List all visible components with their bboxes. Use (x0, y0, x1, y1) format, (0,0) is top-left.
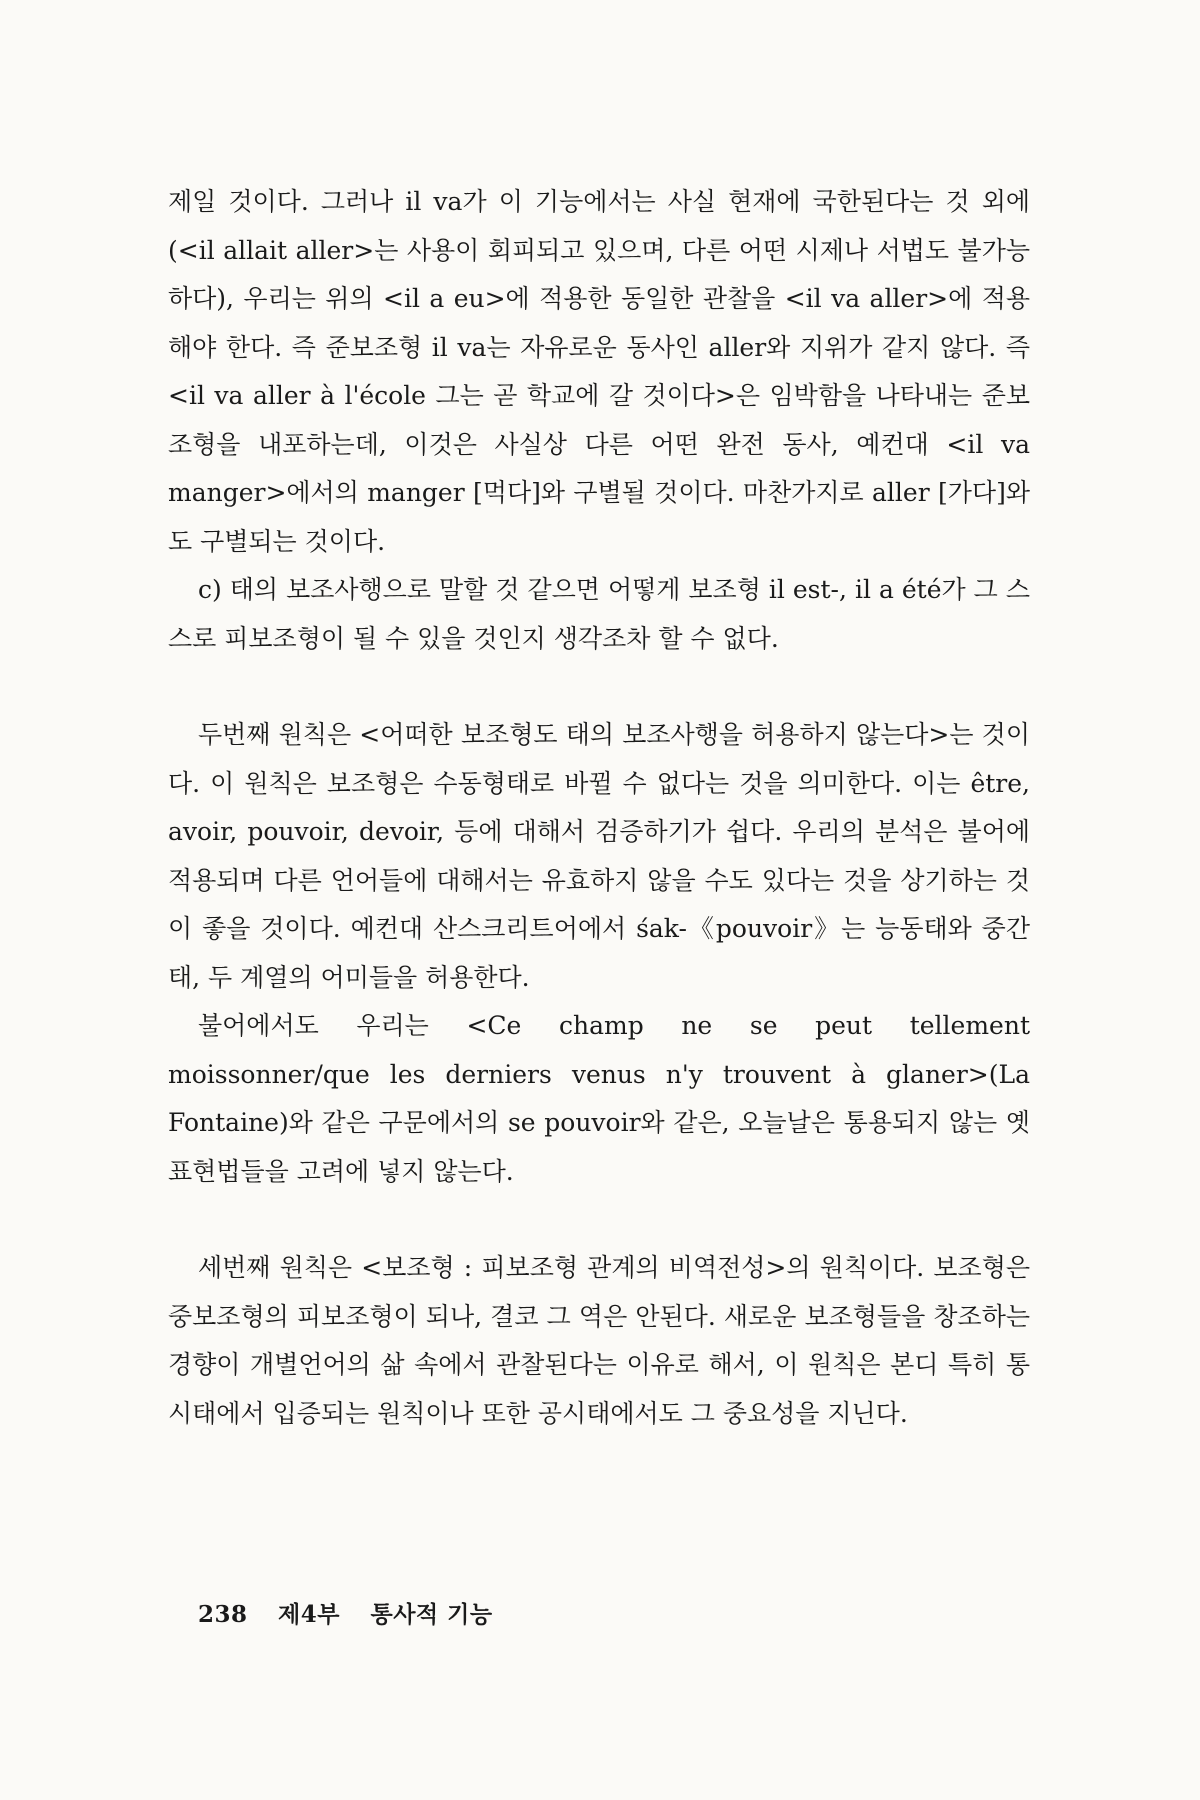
chapter-title: 통사적 기능 (370, 1601, 493, 1628)
page-footer (198, 1596, 515, 1629)
paragraph-gap (168, 663, 1030, 711)
paragraph-2: c) 태의 보조사행으로 말할 것 같으면 어떻게 보조형 il est-, il a été가 그 스스로 피보조형이 될 수 있을 것인지 생각조차 할 수 없다. (168, 575, 1030, 653)
paragraph-4: 불어에서도 우리는 <Ce champ ne se peut tellement moissonner/que les derniers venus n'y trouvent à glaner>(La Fontaine)와 같은 구문에서의 se pouvoir와 같은, 오늘날은 통용되지 않는 옛 표현법들을 고려에 넣지 않는다. (168, 1011, 1030, 1186)
paragraph-1: 제일 것이다. 그러나 il va가 이 기능에서는 사실 현재에 국한된다는 것 외에(<il allait aller>는 사용이 회피되고 있으며, 다른 어떤 시제나 서법도 불가능하다), 우리는 위의 <il a eu>에 적용한 동일한 관찰을 <il va aller>에 적용해야 한다. 즉 준보조형 il va는 자유로운 동사인 aller와 지위가 같지 않다. 즉 <il va aller à l'école 그는 곧 학교에 갈 것이다>은 임박함을 나타내는 준보조형을 내포하는데, 이것은 사실상 다른 어떤 완전 동사, 예컨대 <il va manger>에서의 manger [먹다]와 구별될 것이다. 마찬가지로 aller [가다]와도 구별되는 것이다. (168, 187, 1030, 556)
paragraph-3: 두번째 원칙은 <어떠한 보조형도 태의 보조사행을 허용하지 않는다>는 것이다. 이 원칙은 보조형은 수동형태로 바뀔 수 없다는 것을 의미한다. 이는 être, avoir, pouvoir, devoir, 등에 대해서 검증하기가 쉽다. 우리의 분석은 불어에 적용되며 다른 언어들에 대해서는 유효하지 않을 수도 있다는 것을 상기하는 것이 좋을 것이다. 예컨대 산스크리트어에서 śak-《pouvoir》는 능동태와 중간태, 두 계열의 어미들을 허용한다. (168, 720, 1030, 992)
body-text (168, 178, 1030, 1438)
page-number: 238 (198, 1601, 248, 1628)
paragraph-5: 세번째 원칙은 <보조형 : 피보조형 관계의 비역전성>의 원칙이다. 보조형은 중보조형의 피보조형이 되나, 결코 그 역은 안된다. 새로운 보조형들을 창조하는 경향이 개별언어의 삶 속에서 관찰된다는 이유로 해서, 이 원칙은 본디 특히 통시태에서 입증되는 원칙이나 또한 공시태에서도 그 중요성을 지닌다. (168, 1253, 1030, 1428)
part-label: 제4부 (278, 1601, 340, 1628)
paragraph-gap (168, 1196, 1030, 1244)
